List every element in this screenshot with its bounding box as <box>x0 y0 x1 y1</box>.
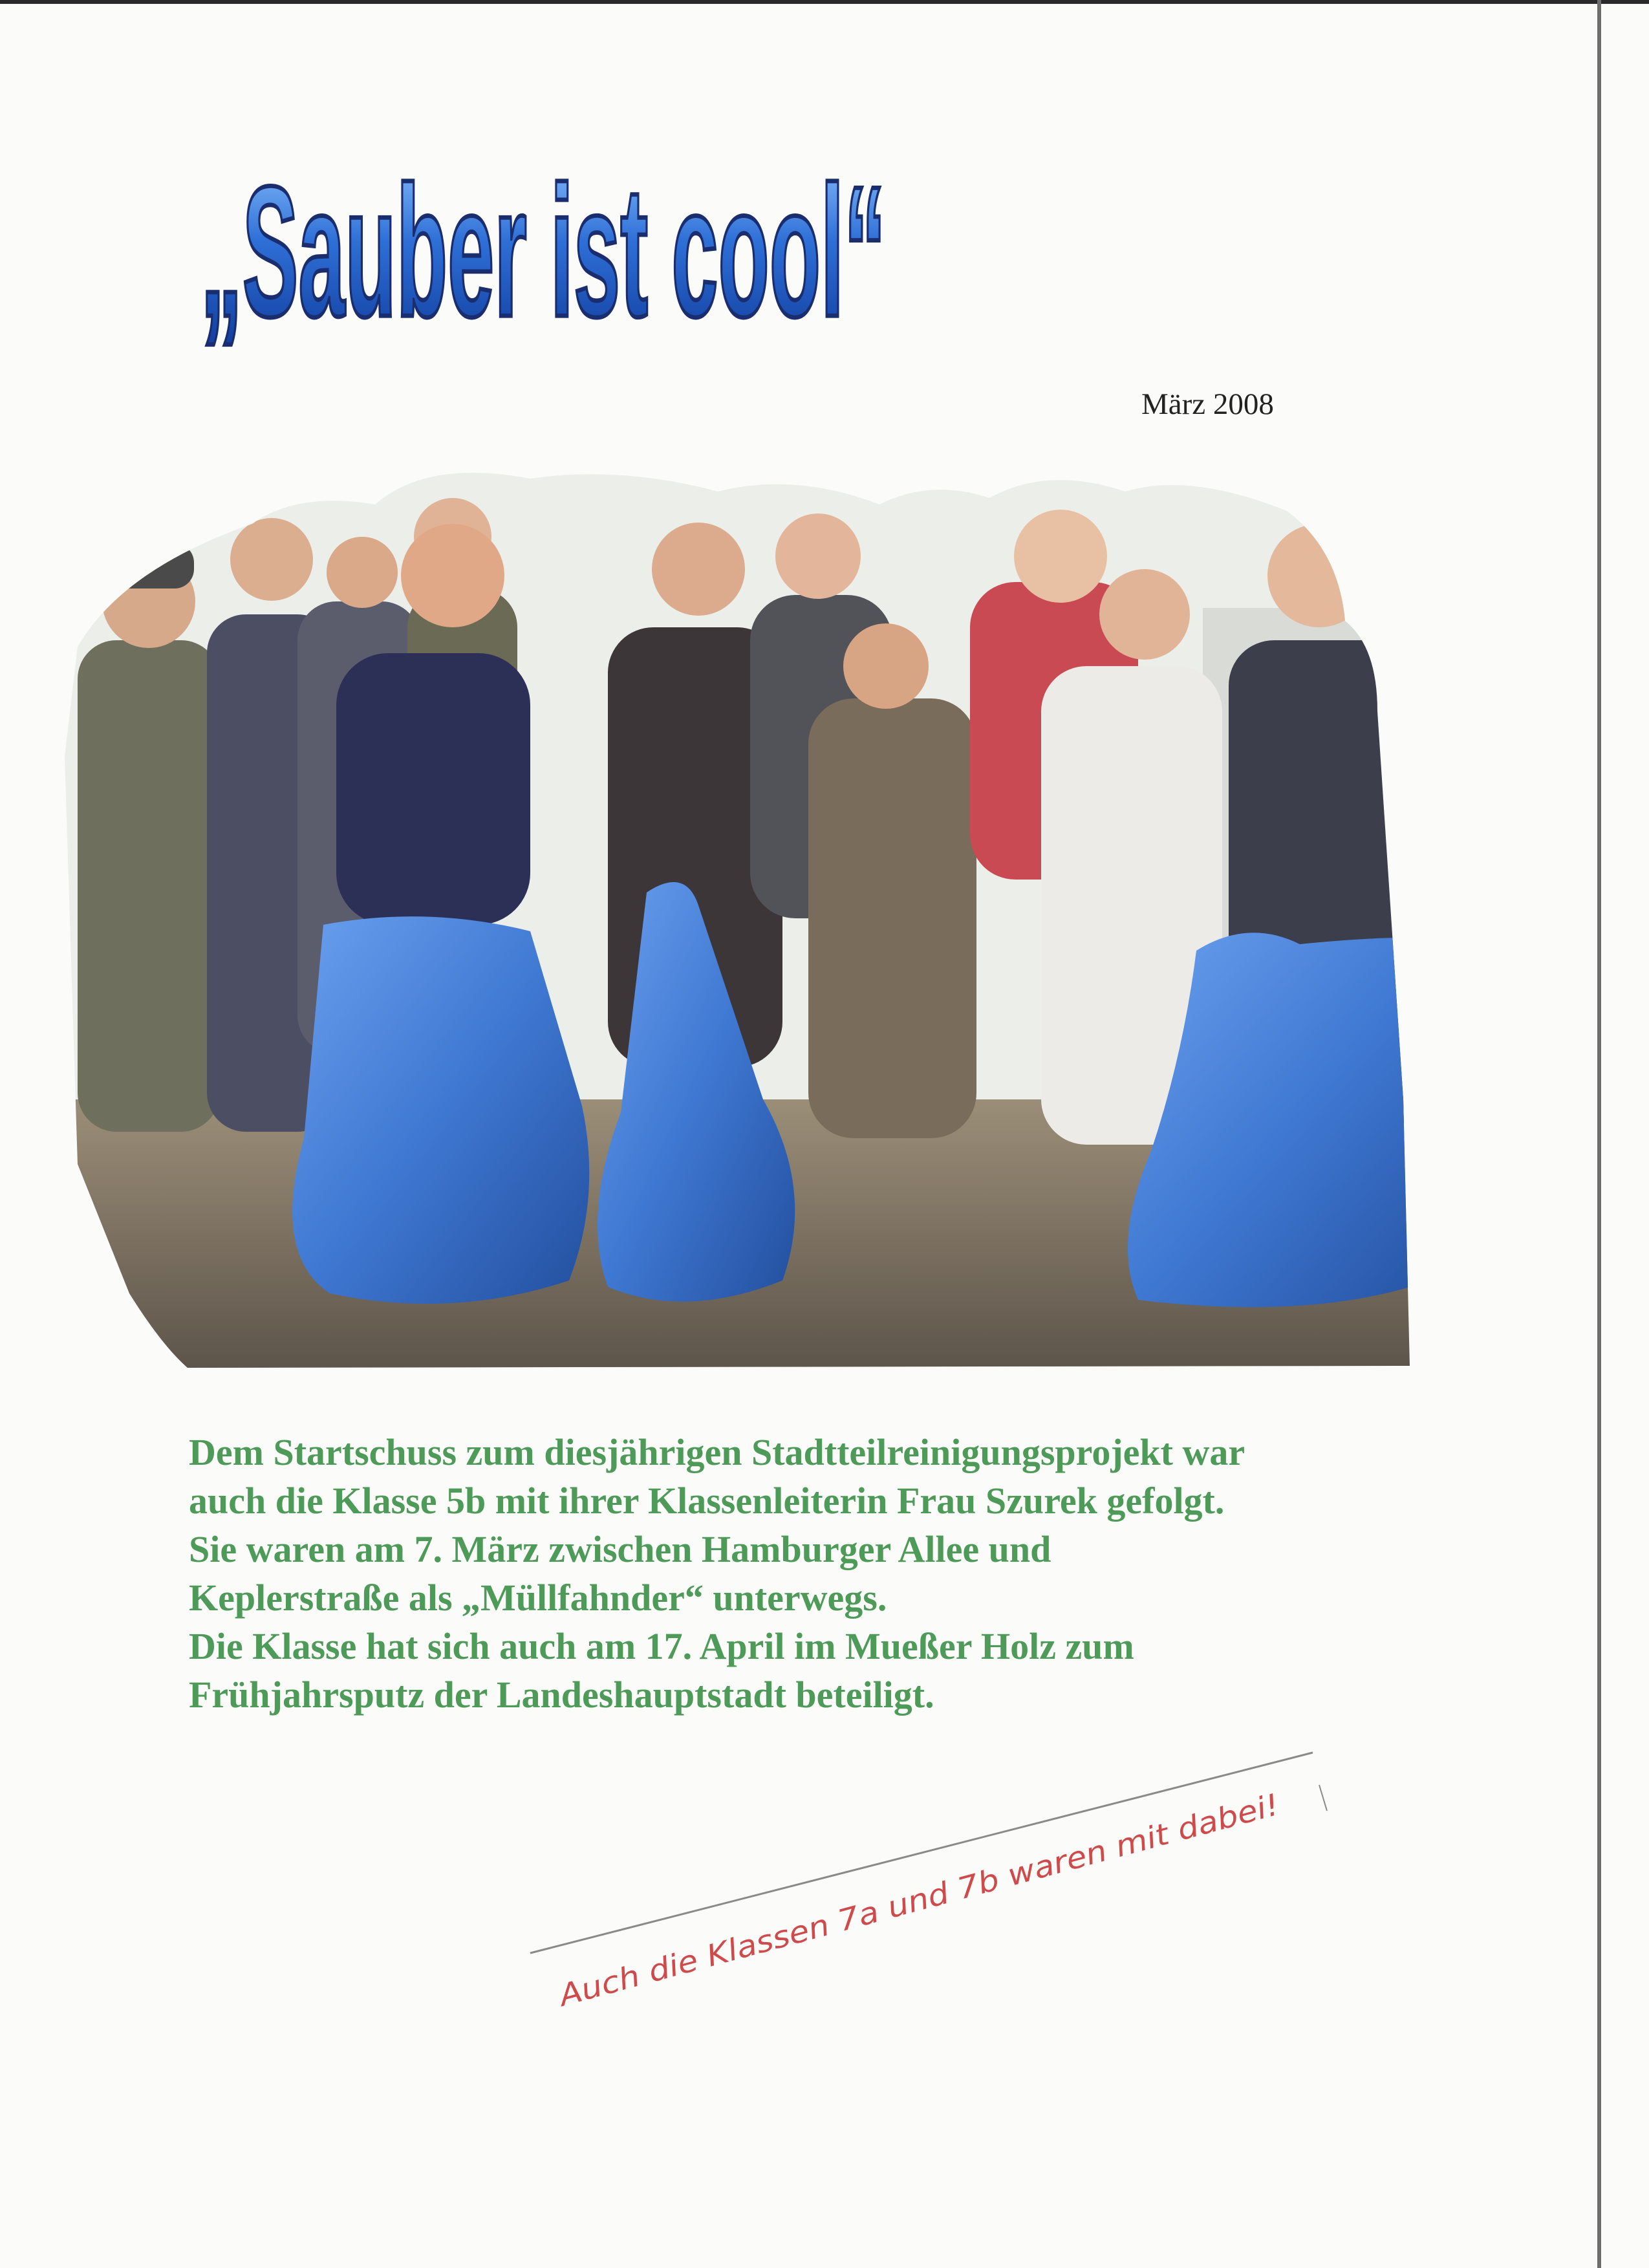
photo-cutout <box>39 453 1526 1371</box>
note-underline <box>530 1753 1313 1953</box>
headline-text: „Sauber ist cool“ <box>200 147 886 356</box>
article-line: auch die Klasse 5b mit ihrer Klassenleiterin Frau Szurek gefolgt. <box>189 1480 1225 1522</box>
note-tick <box>1319 1785 1327 1811</box>
date-label: März 2008 <box>1141 387 1274 421</box>
handwritten-note <box>524 1746 1326 2031</box>
note-text: Auch die Klassen 7a und 7b waren mit dabei! <box>555 1804 1218 2013</box>
article-text <box>189 1428 1450 1719</box>
article-line: Frühjahrsputz der Landeshauptstadt beteiligt. <box>189 1674 934 1716</box>
handwritten-note-graphic <box>524 1746 1326 2031</box>
group-photo <box>39 453 1526 1371</box>
headline-wordart-graphic <box>184 147 902 369</box>
scan-edge-right <box>1597 0 1601 2268</box>
article-line: Keplerstraße als „Müllfahnder“ unterwegs. <box>189 1577 887 1619</box>
article-line: Sie waren am 7. März zwischen Hamburger Allee und <box>189 1528 1051 1570</box>
headline-wordart <box>184 147 902 369</box>
group-photo-graphic <box>39 453 1526 1371</box>
article-line: Die Klasse hat sich auch am 17. April im Mueßer Holz zum <box>189 1625 1134 1667</box>
scan-edge-top <box>0 0 1649 4</box>
article-line: Dem Startschuss zum diesjährigen Stadtteilreinigungsprojekt war <box>189 1431 1245 1473</box>
